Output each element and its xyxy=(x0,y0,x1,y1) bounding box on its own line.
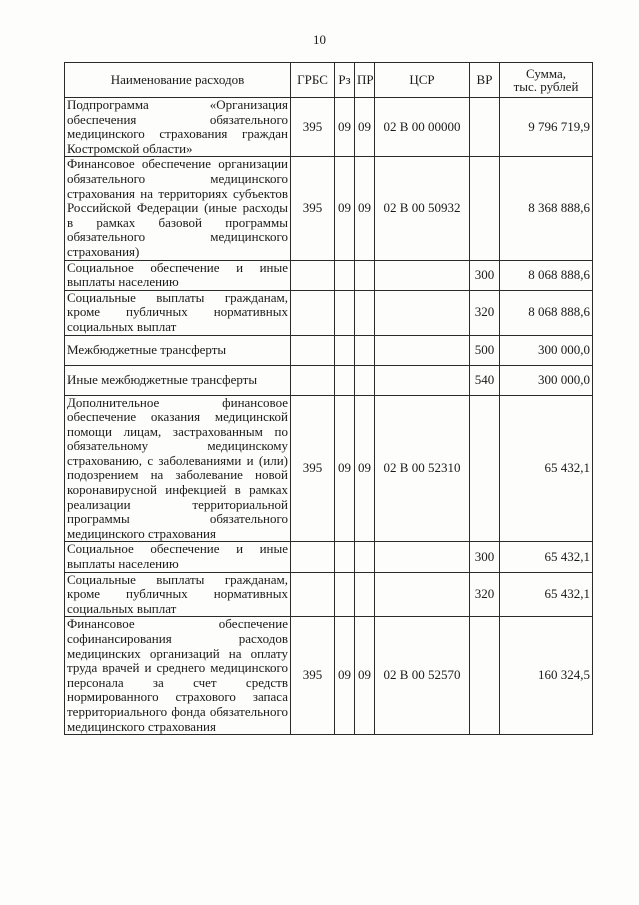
row-rz xyxy=(335,542,355,572)
table-row xyxy=(65,542,593,572)
row-sum: 65 432,1 xyxy=(500,542,593,572)
row-name: Социальные выплаты гражданам, кроме публичных нормативных социальных выплат xyxy=(65,572,291,617)
row-pr: 09 xyxy=(355,157,375,260)
row-pr xyxy=(355,290,375,335)
row-grbs xyxy=(291,542,335,572)
header-name: Наименование расходов xyxy=(65,63,291,98)
table-row xyxy=(65,98,593,157)
header-rz: Рз xyxy=(335,63,355,98)
table-row xyxy=(65,290,593,335)
header-pr: ПР xyxy=(355,63,375,98)
row-csr xyxy=(375,572,470,617)
page-number: 10 xyxy=(313,32,326,47)
row-rz xyxy=(335,572,355,617)
row-sum: 8 068 888,6 xyxy=(500,260,593,290)
table-row xyxy=(65,617,593,735)
row-pr xyxy=(355,365,375,395)
row-rz: 09 xyxy=(335,98,355,157)
row-csr xyxy=(375,290,470,335)
row-name: Социальные выплаты гражданам, кроме публичных нормативных социальных выплат xyxy=(65,290,291,335)
row-rz xyxy=(335,335,355,365)
table-row xyxy=(65,260,593,290)
row-vr: 500 xyxy=(470,335,500,365)
row-vr: 320 xyxy=(470,572,500,617)
row-csr xyxy=(375,542,470,572)
row-csr: 02 В 00 52310 xyxy=(375,395,470,542)
row-vr: 320 xyxy=(470,290,500,335)
row-grbs xyxy=(291,290,335,335)
row-pr: 09 xyxy=(355,98,375,157)
row-csr: 02 В 00 52570 xyxy=(375,617,470,735)
table-row xyxy=(65,335,593,365)
header-sum-line2: тыс. рублей xyxy=(513,79,579,94)
row-vr: 300 xyxy=(470,542,500,572)
row-pr: 09 xyxy=(355,395,375,542)
row-sum: 160 324,5 xyxy=(500,617,593,735)
row-csr xyxy=(375,260,470,290)
row-pr xyxy=(355,542,375,572)
row-pr: 09 xyxy=(355,617,375,735)
header-csr: ЦСР xyxy=(375,63,470,98)
row-sum: 8 068 888,6 xyxy=(500,290,593,335)
row-name: Подпрограмма «Организация обеспечения обязательного медицинского страхования граждан Костромской области» xyxy=(65,98,291,157)
row-grbs: 395 xyxy=(291,157,335,260)
header-vr: ВР xyxy=(470,63,500,98)
row-vr: 540 xyxy=(470,365,500,395)
header-sum-line1: Сумма, xyxy=(525,66,567,81)
row-pr xyxy=(355,572,375,617)
row-sum: 8 368 888,6 xyxy=(500,157,593,260)
row-pr xyxy=(355,260,375,290)
row-name: Иные межбюджетные трансферты xyxy=(65,365,291,395)
row-grbs xyxy=(291,572,335,617)
row-vr xyxy=(470,157,500,260)
row-grbs: 395 xyxy=(291,395,335,542)
row-name: Социальное обеспечение и иные выплаты населению xyxy=(65,542,291,572)
row-grbs: 395 xyxy=(291,617,335,735)
row-name: Межбюджетные трансферты xyxy=(65,335,291,365)
row-rz xyxy=(335,365,355,395)
header-grbs: ГРБС xyxy=(291,63,335,98)
header-sum xyxy=(500,63,593,98)
expenses-table xyxy=(64,62,593,735)
table-row xyxy=(65,572,593,617)
row-csr xyxy=(375,335,470,365)
row-vr: 300 xyxy=(470,260,500,290)
row-grbs: 395 xyxy=(291,98,335,157)
row-rz: 09 xyxy=(335,157,355,260)
table-row xyxy=(65,365,593,395)
row-name: Дополнительное финансовое обеспечение оказания медицинской помощи лицам, застрахованным по обязательному медицинскому страхованию, с заболеваниями и (или) подозрением на заболевание новой коронавирусной инфекцией в рамках реализации территориальной программы обязательного медицинского страхования xyxy=(65,395,291,542)
row-rz xyxy=(335,260,355,290)
table-row xyxy=(65,157,593,260)
row-rz: 09 xyxy=(335,617,355,735)
row-name: Социальное обеспечение и иные выплаты населению xyxy=(65,260,291,290)
row-name: Финансовое обеспечение софинансирования расходов медицинских организаций на оплату труда врачей и среднего медицинского персонала за счет средств нормированного страхового запаса территориального фонда обязательного медицинского страхования xyxy=(65,617,291,735)
row-rz xyxy=(335,290,355,335)
row-sum: 65 432,1 xyxy=(500,395,593,542)
row-vr xyxy=(470,395,500,542)
row-sum: 65 432,1 xyxy=(500,572,593,617)
row-sum: 300 000,0 xyxy=(500,365,593,395)
row-sum: 300 000,0 xyxy=(500,335,593,365)
row-grbs xyxy=(291,260,335,290)
table-row xyxy=(65,395,593,542)
row-name: Финансовое обеспечение организации обязательного медицинского страхования на территориях субъектов Российской Федерации (иные расходы в рамках базовой программы обязательного медицинского страхования) xyxy=(65,157,291,260)
row-rz: 09 xyxy=(335,395,355,542)
row-csr xyxy=(375,365,470,395)
row-csr: 02 В 00 00000 xyxy=(375,98,470,157)
row-vr xyxy=(470,617,500,735)
row-grbs xyxy=(291,365,335,395)
row-sum: 9 796 719,9 xyxy=(500,98,593,157)
row-csr: 02 В 00 50932 xyxy=(375,157,470,260)
table-header xyxy=(65,63,593,98)
row-grbs xyxy=(291,335,335,365)
row-vr xyxy=(470,98,500,157)
row-pr xyxy=(355,335,375,365)
